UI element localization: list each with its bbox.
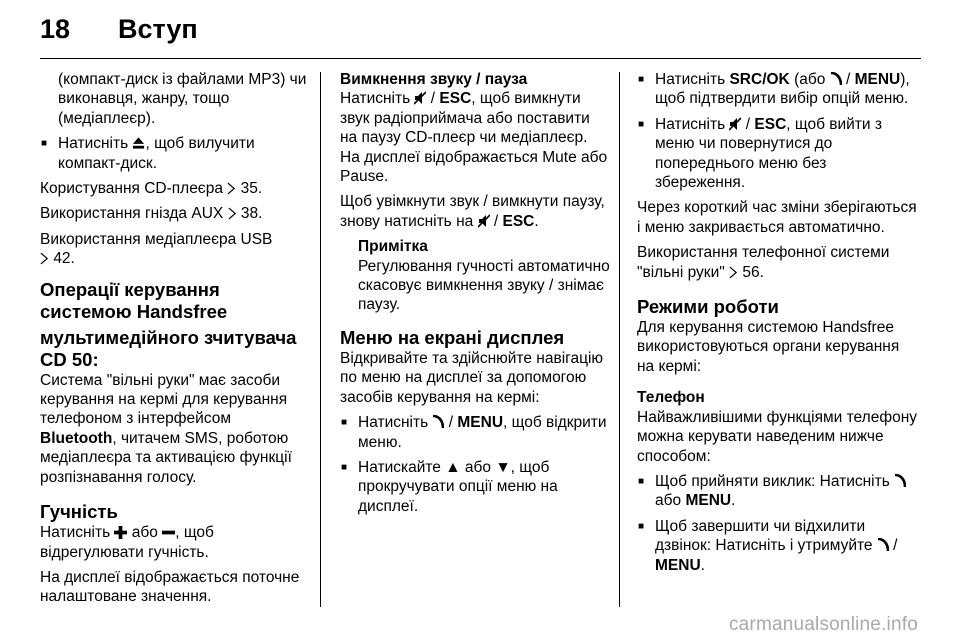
- paragraph-modes-intro: Для керування системою Handsfree використовуються органи керування на кермі:: [637, 319, 900, 375]
- arrow-down-icon: ▼: [495, 458, 511, 476]
- mute-icon: [729, 117, 741, 131]
- list-item-accept-call: [637, 472, 919, 511]
- heading-handsfree: Операції керування системою Handsfree: [40, 278, 228, 322]
- list-item-text: Щоб завершити чи відхилити дзвінок: Натисніть і утримуйте: [655, 517, 877, 555]
- reference-page: 35.: [240, 180, 263, 198]
- reference-page: 42.: [53, 250, 75, 268]
- phone-icon: [877, 538, 889, 552]
- list-item-confirm: ■ Натисніть SRC/OK (або / MENU), щоб підтвердити вибір опцій меню.: [637, 70, 919, 109]
- note-text: Регулювання гучності автоматично скасовує вимкнення звуку / знімає паузу.: [358, 257, 610, 314]
- phone-icon: [432, 415, 444, 429]
- paragraph-volume: [40, 523, 310, 562]
- page-reference-icon: [40, 252, 49, 265]
- heading-menu: Меню на екрані дисплея: [340, 326, 565, 348]
- note-title: Примітка: [358, 238, 428, 256]
- paragraph-timeout: Через короткий час зміни зберігаються і меню закривається автоматично.: [637, 199, 917, 236]
- list-item-text: або: [460, 458, 496, 476]
- heading-mute: Вимкнення звуку / пауза: [340, 71, 528, 88]
- list-item-text: , щоб прокручувати опції меню на дисплеї.: [358, 458, 558, 515]
- menu-key-label: MENU: [457, 414, 504, 432]
- list-item-text: Натисніть: [358, 414, 433, 432]
- reference-cd: [40, 179, 310, 198]
- list-item-open-menu: ■ Натисніть / MENU, щоб відкрити меню.: [340, 413, 610, 452]
- note-box: [340, 237, 610, 315]
- reference-page: 38.: [240, 205, 263, 223]
- eject-icon: [132, 136, 145, 150]
- mute-icon: [414, 91, 426, 105]
- paragraph-text: Щоб увімкнути звук / вимкнути паузу, знову натисніть на: [340, 193, 605, 230]
- heading-volume: Гучність: [40, 501, 118, 523]
- reference-page: 56.: [742, 263, 764, 281]
- list-item-text: , щоб відкрити меню.: [358, 414, 607, 451]
- reference-text: Використання гнізда AUX: [40, 205, 228, 223]
- paragraph-text: Система "вільні руки" має засоби керування на кермі для керування телефоном з інтерфейсом: [40, 371, 288, 428]
- menu-key-label: MENU: [854, 71, 901, 88]
- src-ok-key-label: SRC/OK: [729, 71, 790, 88]
- paragraph-handsfree: [40, 371, 310, 487]
- phone-icon: [894, 474, 906, 488]
- list-item-text: Натисніть: [655, 71, 730, 88]
- list-item-text: .: [731, 492, 736, 510]
- list-item-text: Натисніть: [58, 135, 133, 153]
- header-rule: [40, 58, 921, 59]
- page-header: [40, 14, 920, 50]
- plus-icon: [114, 526, 127, 539]
- list-item-text: , щоб вийти з меню чи повернутися до попереднього меню без збереження.: [655, 115, 882, 192]
- reference-phone: [637, 243, 919, 282]
- esc-key-label: ESC: [502, 212, 535, 230]
- list-item-text: Щоб прийняти виклик: Натисніть: [655, 472, 895, 490]
- list-item-text: , щоб вилучити компакт-диск.: [58, 135, 255, 172]
- list-item-scroll: [340, 458, 610, 516]
- esc-key-label: ESC: [439, 90, 472, 108]
- minus-icon: [162, 526, 175, 539]
- column-2: [340, 70, 610, 522]
- page-reference-icon: [227, 182, 236, 195]
- column-divider-1: [320, 72, 321, 607]
- paragraph-phone-intro: Найважливішими функціями телефону можна керувати наведеним нижче способом:: [637, 408, 917, 465]
- paragraph-text: , читачем SMS, роботою медіаплеєра та активацією функції розпізнавання голосу.: [40, 429, 292, 486]
- list-item-eject: [40, 134, 310, 173]
- menu-key-label: MENU: [685, 492, 732, 510]
- paragraph-volume-display: На дисплеї відображається поточне налаштоване значення.: [40, 568, 300, 606]
- page-reference-icon: [228, 207, 237, 220]
- list-item-text: Натискайте: [358, 458, 446, 476]
- column-divider-2: [619, 72, 620, 607]
- reference-text: Використання телефонної системи "вільні руки": [637, 244, 890, 281]
- paragraph-text: Натисніть: [40, 524, 115, 542]
- list-item-text: ), щоб підтвердити вибір опцій меню.: [655, 71, 910, 108]
- reference-text: Використання медіаплеєра USB: [40, 230, 273, 248]
- heading-cd50: мультимедійного зчитувача CD 50:: [40, 326, 297, 370]
- arrow-up-icon: ▲: [445, 458, 461, 476]
- page-reference-icon: [729, 266, 738, 279]
- list-item-exit: ■ Натисніть / ESC, щоб вийти з меню чи повернутися до попереднього меню без збереження.: [637, 115, 919, 193]
- list-item-text: .: [700, 556, 705, 574]
- column-1: [40, 70, 310, 613]
- heading-modes: Режими роботи: [637, 296, 779, 318]
- reference-usb: [40, 230, 310, 269]
- paragraph-menu-intro: Відкривайте та здійснюйте навігацію по меню на дисплеї за допомогою засобів керування на кермі:: [340, 349, 604, 406]
- bluetooth-term: Bluetooth: [40, 429, 113, 447]
- reference-aux: [40, 204, 310, 223]
- mute-icon: [478, 214, 490, 228]
- list-item-end-call: ■ Щоб завершити чи відхилити дзвінок: Натисніть і утримуйте / MENU.: [637, 517, 919, 575]
- reference-text: Користування CD-плеєра: [40, 180, 228, 198]
- list-item-text: Натисніть: [655, 115, 730, 133]
- heading-phone: Телефон: [637, 389, 705, 407]
- paragraph-text: , щоб вимкнути звук радіоприймача або поставити на паузу CD-плеєр чи медіаплеєр. На дисплеї відображається Mute або Pause.: [340, 90, 608, 186]
- esc-key-label: ESC: [754, 115, 787, 133]
- list-item-text: або: [655, 492, 686, 510]
- watermark: carmanualsonline.info: [728, 614, 918, 635]
- phone-icon: [830, 72, 842, 86]
- page-title: Вступ: [118, 14, 198, 44]
- paragraph-text: Натисніть: [340, 90, 415, 108]
- paragraph-text: , щоб відрегулювати гучність.: [40, 524, 214, 561]
- continued-text: (компакт-диск із файлами MP3) чи виконавця, жанру, тощо (медіаплеєр).: [58, 71, 307, 127]
- list-item-text: (або: [789, 71, 830, 88]
- paragraph-mute: Натисніть / ESC, щоб вимкнути звук радіоприймача або поставити на паузу CD-плеєр чи медіаплеєр. На дисплеї відображається Mute або Pause.: [340, 90, 608, 186]
- paragraph-unmute: Щоб увімкнути звук / вимкнути паузу, знову натисніть на / ESC.: [340, 193, 605, 230]
- column-3: [637, 70, 919, 581]
- paragraph-text: або: [127, 524, 163, 542]
- menu-key-label: MENU: [655, 556, 701, 574]
- page-number: 18: [40, 14, 71, 44]
